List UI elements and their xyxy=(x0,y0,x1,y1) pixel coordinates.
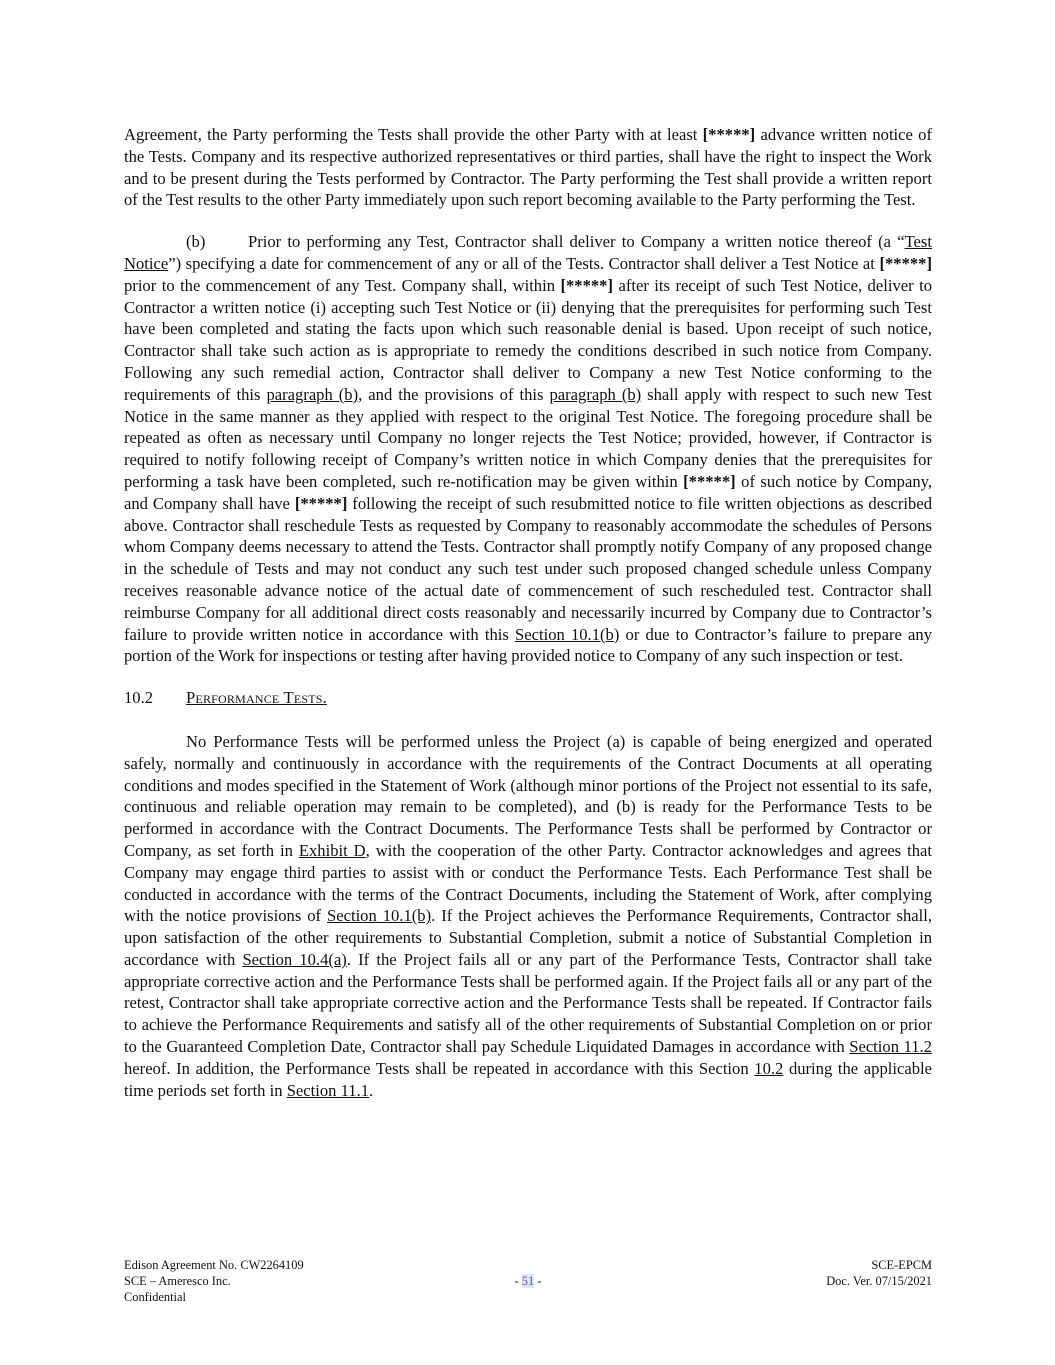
footer-parties: SCE – Ameresco Inc. xyxy=(124,1274,231,1288)
redacted-placeholder: [*****] xyxy=(683,471,736,491)
text-run: Prior to performing any Test, Contractor shall deliver to Company a written notice thereof (a “ xyxy=(248,232,905,252)
text-run: ”) specifying a date for commencement of any or all of the Tests. Contractor shall deliver a Test Notice at xyxy=(168,253,880,273)
text-run: . If the Project fails all or any part of the Performance Tests, Contractor shall take appropriate corrective action and the Performance Tests shall be performed again. If the Project fails all or any part of the retest, Contractor shall take appropriate corrective action and the Performance Tests shall be repeated. If Contractor fails to achieve the Performance Requirements and satisfy all of the other requirements of Substantial Completion on or prior to the Guaranteed Completion Date, Contractor shall pay Schedule Liquidated Damages in accordance with xyxy=(124,949,933,1057)
document-body xyxy=(124,124,932,1121)
text-run: hereof. In addition, the Performance Tests shall be repeated in accordance with this Section xyxy=(124,1058,755,1078)
cross-reference: Section 11.2 xyxy=(849,1037,932,1057)
text-run: , with the cooperation of the other Party. Contractor acknowledges and agrees that Company may engage third parties to assist with or conduct the Performance Tests. Each Performance Test shall be conducted in accordance with the terms of the Contract Documents, including the Statement of Work, after complying with the notice provisions of xyxy=(124,840,932,926)
page-number-prefix: - xyxy=(514,1274,522,1288)
cross-reference: paragraph (b) xyxy=(266,384,359,404)
page-footer xyxy=(124,1257,932,1305)
text-run: shall apply with respect to such new Test Notice in the same manner as they applied with respect to the original Test Notice. The foregoing procedure shall be repeated as often as necessary until Company no longer rejects the Test Notice; provided, however, if Contractor is required to notify following receipt of Company’s written notice in which Company denies that the prerequisites for performing a task have been completed, such re-notification may be given within xyxy=(124,384,932,491)
text-run: advance written notice of the Tests. Company and its respective authorized representatives or third parties, shall have the right to inspect the Work and to be present during the Tests performed by Contractor. The Party performing the Test shall provide a written report of the Test results to the other Party immediately upon such report becoming available to the Party performing the Test. xyxy=(124,125,932,210)
text-run: prior to the commencement of any Test. Company shall, within xyxy=(124,275,561,295)
text-run: No Performance Tests will be performed unless the Project (a) is capable of being energized and operated safely, normally and continuously in accordance with the requirements of the Contract Documents at all operating conditions and modes specified in the Statement of Work (although minor portions of the Project not essential to its safe, continuous and reliable operation may remain to be completed), and (b) is ready for the Performance Tests to be performed in accordance with the Contract Documents. The Performance Tests shall be performed by Contractor or Company, as set forth in xyxy=(124,731,932,860)
section-title: Performance Tests. xyxy=(186,688,327,708)
footer-agreement-number: Edison Agreement No. CW2264109 xyxy=(124,1258,304,1272)
cross-reference: Section 10.1(b) xyxy=(515,624,620,644)
redacted-placeholder: [*****] xyxy=(702,125,756,144)
footer-doc-code: SCE-EPCM xyxy=(871,1258,932,1272)
footer-doc-version: Doc. Ver. 07/15/2021 xyxy=(826,1274,932,1288)
cross-reference: Exhibit D xyxy=(298,840,366,860)
paragraph-b-test-notice xyxy=(124,231,932,667)
redacted-placeholder: [*****] xyxy=(294,493,348,513)
text-run: following the receipt of such resubmitted notice to file written objections as described above. Contractor shall reschedule Tests as requested by Company to reasonably accommodate the schedules of Persons whom Company deems necessary to attend the Tests. Contractor shall promptly notify Company of any proposed change in the schedule of Tests and may not conduct any such test under such proposed changed schedule unless Company receives reasonable advance notice of the actual date of commencement of such rescheduled test. Contractor shall reimburse Company for all additional direct costs reasonably and necessarily incurred by Company due to Contractor’s failure to provide written notice in accordance with this xyxy=(124,493,932,644)
text-run: . xyxy=(369,1080,374,1100)
text-run: of such notice by Company, and Company shall have xyxy=(124,471,932,513)
cross-reference: 10.2 xyxy=(754,1058,784,1078)
redacted-placeholder: [*****] xyxy=(879,253,932,273)
defined-term: Test Notice xyxy=(124,232,932,273)
page-number-suffix: - xyxy=(534,1274,542,1288)
text-run: Agreement, the Party performing the Tests shall provide the other Party with at least xyxy=(124,125,703,144)
paragraph-label: (b) xyxy=(186,232,206,252)
text-run: or due to Contractor’s failure to prepare any portion of the Work for inspections or testing after having provided notice to Company of any such inspection or test. xyxy=(124,624,932,666)
text-run: , and the provisions of this xyxy=(358,384,550,404)
redacted-placeholder: [*****] xyxy=(560,275,614,295)
cross-reference: Section 10.4(a) xyxy=(242,949,347,969)
text-run: . If the Project achieves the Performance Requirements, Contractor shall, upon satisfaction of the other requirements to Substantial Completion, submit a notice of Substantial Completion in accordance with xyxy=(124,906,932,969)
section-heading-10-2 xyxy=(124,687,932,709)
text-run: during the applicable time periods set forth in xyxy=(124,1058,932,1100)
cross-reference: paragraph (b) xyxy=(549,384,642,404)
cross-reference: Section 10.1(b) xyxy=(327,906,432,926)
paragraph-performance-tests xyxy=(124,731,932,1102)
cross-reference: Section 11.1 xyxy=(286,1080,370,1100)
section-number: 10.2 xyxy=(124,688,154,708)
text-run: after its receipt of such Test Notice, deliver to Contractor a written notice (i) accepting such Test Notice or (ii) denying that the prerequisites for performing such Test have been completed and stating the facts upon which such reasonable denial is based. Upon receipt of such notice, Contractor shall take such action as is appropriate to remedy the conditions described in such notice from Company. Following any such remedial action, Contractor shall deliver to Company a new Test Notice conforming to the requirements of this xyxy=(124,275,932,404)
footer-page-number xyxy=(124,1273,932,1289)
paragraph-test-notice-intro xyxy=(124,124,932,211)
footer-confidential: Confidential xyxy=(124,1290,186,1304)
page-number: 51 xyxy=(521,1274,535,1288)
